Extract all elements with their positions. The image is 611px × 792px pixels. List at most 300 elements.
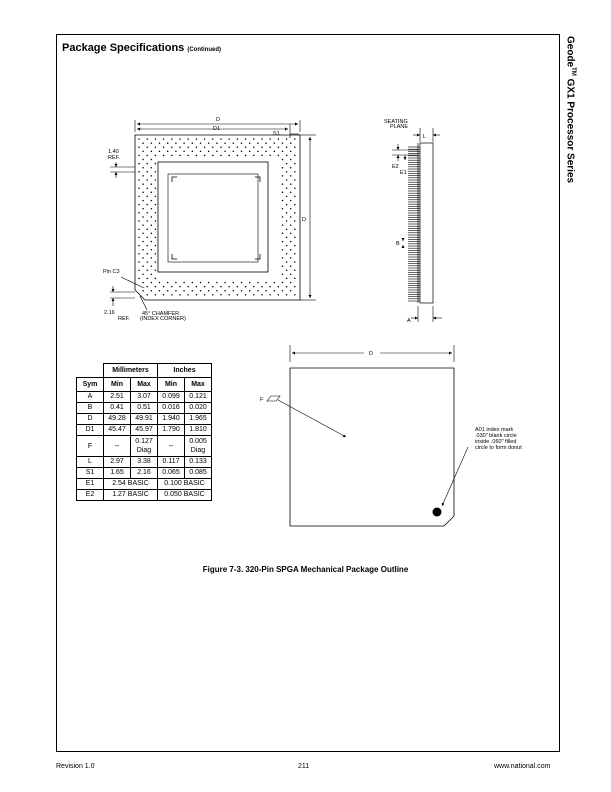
pin-dot bbox=[138, 204, 140, 206]
top-view bbox=[135, 135, 300, 300]
pin-dot bbox=[261, 155, 263, 157]
pin-dot bbox=[290, 159, 292, 161]
table-header-row-2 bbox=[77, 378, 212, 392]
pin-dot bbox=[196, 155, 198, 157]
pin-dot bbox=[142, 282, 144, 284]
label-top-d1: D1 bbox=[213, 126, 221, 132]
pin-dot bbox=[290, 151, 292, 153]
pin-dot bbox=[224, 290, 226, 292]
pin-dot bbox=[192, 142, 194, 144]
pin-dot bbox=[290, 192, 292, 194]
pin-dot bbox=[196, 138, 198, 140]
pin-dot bbox=[175, 282, 177, 284]
label-top-s1: S1 bbox=[273, 131, 280, 137]
pin-dot bbox=[142, 200, 144, 202]
pin-dot bbox=[294, 163, 296, 165]
pin-dot bbox=[274, 290, 276, 292]
pin-dot bbox=[294, 278, 296, 280]
pin-dot bbox=[269, 286, 271, 288]
pin-dot bbox=[294, 171, 296, 173]
pin-dot bbox=[146, 294, 148, 296]
label-ref-bottom-2: REF. bbox=[118, 316, 130, 322]
pin-dot bbox=[171, 294, 173, 296]
pin-dot bbox=[241, 282, 243, 284]
footer-page-number: 211 bbox=[298, 763, 310, 770]
label-ref-bottom-1: 2.16 bbox=[104, 310, 115, 316]
pin-dot bbox=[138, 171, 140, 173]
pin-dot bbox=[146, 146, 148, 148]
pin-dot bbox=[138, 261, 140, 263]
header-mm-max: Max bbox=[131, 378, 158, 392]
pin-dot bbox=[138, 196, 140, 198]
pin-dot bbox=[155, 261, 157, 263]
pin-dot bbox=[146, 278, 148, 280]
pin-dot bbox=[200, 290, 202, 292]
pin-dot bbox=[151, 208, 153, 210]
pin-dot bbox=[233, 151, 235, 153]
pin-dot bbox=[290, 265, 292, 267]
pin-dot bbox=[155, 286, 157, 288]
note-line-4: circle to form donut bbox=[475, 445, 522, 451]
pin-dot bbox=[261, 294, 263, 296]
pin-dot bbox=[253, 138, 255, 140]
pin-dot bbox=[208, 290, 210, 292]
pin-dot bbox=[146, 179, 148, 181]
pin-dot bbox=[269, 146, 271, 148]
pin-dot bbox=[220, 294, 222, 296]
pin-dot bbox=[228, 294, 230, 296]
pin-dot bbox=[179, 294, 181, 296]
label-seating-2: PLANE bbox=[390, 124, 409, 130]
pin-dot bbox=[274, 282, 276, 284]
pin-dot bbox=[290, 208, 292, 210]
label-e1: E1 bbox=[400, 170, 407, 176]
pin-dot bbox=[237, 146, 239, 148]
label-side-d: D bbox=[302, 217, 306, 223]
note-line-2: .030" blank circle bbox=[475, 433, 517, 439]
label-chamfer-2: (INDEX CORNER) bbox=[140, 316, 186, 322]
pin-dot bbox=[265, 290, 267, 292]
pin-dot bbox=[294, 253, 296, 255]
header-in-max: Max bbox=[185, 378, 212, 392]
pin-dot bbox=[286, 146, 288, 148]
pin-dot bbox=[142, 241, 144, 243]
pin-dot bbox=[290, 142, 292, 144]
pin-dot bbox=[175, 151, 177, 153]
note-line-3: inside .060" filled bbox=[475, 439, 517, 445]
pin-dot bbox=[278, 294, 280, 296]
pin-dot bbox=[257, 282, 259, 284]
pin-dot bbox=[200, 151, 202, 153]
pin-dot bbox=[151, 175, 153, 177]
pin-dot bbox=[286, 286, 288, 288]
table-row: E2 1.27 BASIC 0.050 BASIC bbox=[77, 490, 212, 501]
header-sym: Sym bbox=[77, 378, 104, 392]
pin-dot bbox=[286, 245, 288, 247]
pin-dot bbox=[286, 196, 288, 198]
pin-dot bbox=[151, 200, 153, 202]
pin-dot bbox=[282, 265, 284, 267]
pin-dot bbox=[282, 224, 284, 226]
pin-dot bbox=[163, 294, 165, 296]
pin-dot bbox=[142, 265, 144, 267]
pin-dot bbox=[290, 290, 292, 292]
pin-dot bbox=[138, 138, 140, 140]
pin-dot bbox=[200, 142, 202, 144]
pin-dot bbox=[151, 233, 153, 235]
pin-dot bbox=[163, 286, 165, 288]
pin-dot bbox=[290, 183, 292, 185]
pin-dot bbox=[138, 146, 140, 148]
pin-dot bbox=[146, 269, 148, 271]
pin-dot bbox=[294, 138, 296, 140]
pin-dot bbox=[192, 290, 194, 292]
pin-dot bbox=[163, 146, 165, 148]
pin-dot bbox=[286, 261, 288, 263]
pin-dot bbox=[179, 146, 181, 148]
pin-dot bbox=[151, 249, 153, 251]
pin-dot bbox=[286, 269, 288, 271]
pin-dot bbox=[261, 146, 263, 148]
pin-dot bbox=[138, 220, 140, 222]
pin-dot bbox=[146, 163, 148, 165]
pin-dot bbox=[269, 138, 271, 140]
pin-dot bbox=[146, 155, 148, 157]
label-ref-top-1: 1.40 bbox=[108, 149, 119, 155]
pin-dot bbox=[138, 163, 140, 165]
pin-dot bbox=[208, 282, 210, 284]
pin-dot bbox=[146, 187, 148, 189]
pin-dot bbox=[286, 155, 288, 157]
pin-dot bbox=[290, 241, 292, 243]
pin-dot bbox=[253, 294, 255, 296]
note-line-1: A01 index mark bbox=[475, 427, 514, 433]
pin-dot bbox=[179, 138, 181, 140]
pin-dot bbox=[294, 146, 296, 148]
table-row: E1 2.54 BASIC 0.100 BASIC bbox=[77, 479, 212, 490]
pin-dot bbox=[294, 237, 296, 239]
pin-dot bbox=[245, 138, 247, 140]
label-chamfer-1: 45° CHAMFER bbox=[142, 311, 180, 317]
pin-dot bbox=[196, 294, 198, 296]
pin-dot bbox=[204, 146, 206, 148]
pin-dot bbox=[294, 286, 296, 288]
pin-dot bbox=[155, 253, 157, 255]
pin-dot bbox=[220, 146, 222, 148]
table-row: L 2.97 3.38 0.117 0.133 bbox=[77, 457, 212, 468]
pin-dot bbox=[224, 151, 226, 153]
pin-dot bbox=[167, 282, 169, 284]
pin-dot bbox=[138, 253, 140, 255]
pin-dot bbox=[146, 245, 148, 247]
pin-dot bbox=[278, 286, 280, 288]
pin-dot bbox=[142, 224, 144, 226]
pin-dot bbox=[265, 142, 267, 144]
figure-caption: Figure 7-3. 320-Pin SPGA Mechanical Package Outline bbox=[202, 565, 409, 574]
pin-dot bbox=[138, 237, 140, 239]
pin-dot bbox=[257, 151, 259, 153]
pin-dot bbox=[228, 155, 230, 157]
pin-dot bbox=[294, 228, 296, 230]
pin-dot bbox=[146, 286, 148, 288]
pin-dot bbox=[159, 290, 161, 292]
pin-dot bbox=[212, 138, 214, 140]
pin-dot bbox=[224, 142, 226, 144]
pin-dot bbox=[163, 155, 165, 157]
table-row: A 2.51 3.07 0.099 0.121 bbox=[77, 392, 212, 403]
pin-dot bbox=[159, 142, 161, 144]
pin-dot bbox=[253, 286, 255, 288]
pin-dot bbox=[146, 196, 148, 198]
pin-dot bbox=[192, 151, 194, 153]
pin-dot bbox=[286, 220, 288, 222]
pin-dot bbox=[233, 290, 235, 292]
pin-dot bbox=[269, 294, 271, 296]
pin-dot bbox=[171, 155, 173, 157]
pin-dot bbox=[142, 274, 144, 276]
pin-dot bbox=[155, 163, 157, 165]
pin-dot bbox=[142, 175, 144, 177]
pin-dot bbox=[228, 286, 230, 288]
pin-dot bbox=[183, 151, 185, 153]
pin-dot bbox=[282, 290, 284, 292]
pin-dot bbox=[138, 278, 140, 280]
pin-dot bbox=[151, 241, 153, 243]
pin-dot bbox=[183, 142, 185, 144]
header-millimeters: Millimeters bbox=[104, 364, 158, 378]
label-l: L bbox=[423, 134, 427, 140]
pin-dot bbox=[204, 138, 206, 140]
pin-dot bbox=[196, 146, 198, 148]
pin-dot bbox=[286, 278, 288, 280]
pin-dot bbox=[294, 155, 296, 157]
pin-dot bbox=[233, 142, 235, 144]
pin-dot bbox=[257, 290, 259, 292]
pin-dot bbox=[212, 286, 214, 288]
pin-dot bbox=[282, 151, 284, 153]
pin-dot bbox=[167, 142, 169, 144]
pin-dot bbox=[282, 192, 284, 194]
pin-dot bbox=[245, 294, 247, 296]
table-row: B 0.41 0.51 0.016 0.020 bbox=[77, 403, 212, 414]
pin-dot bbox=[171, 286, 173, 288]
pin-dot bbox=[265, 282, 267, 284]
pin-dot bbox=[290, 224, 292, 226]
pin-dot bbox=[253, 155, 255, 157]
pin-dot bbox=[196, 286, 198, 288]
pin-dot bbox=[286, 171, 288, 173]
pin-dot bbox=[286, 294, 288, 296]
pin-dot bbox=[245, 286, 247, 288]
pin-dot bbox=[220, 286, 222, 288]
pin-dot bbox=[261, 138, 263, 140]
pin-dot bbox=[274, 142, 276, 144]
table-header-row-1 bbox=[77, 364, 212, 378]
pin-dot bbox=[155, 269, 157, 271]
pin-dot bbox=[138, 212, 140, 214]
pin-dot bbox=[216, 142, 218, 144]
pin-dot bbox=[155, 146, 157, 148]
pin-dot bbox=[142, 151, 144, 153]
pin-dot bbox=[237, 294, 239, 296]
footer-revision: Revision 1.0 bbox=[56, 763, 95, 770]
pin-dot bbox=[294, 269, 296, 271]
pin-dot bbox=[151, 151, 153, 153]
pin-dot bbox=[278, 138, 280, 140]
pin-dot bbox=[187, 138, 189, 140]
pin-dot bbox=[151, 167, 153, 169]
pin-dot bbox=[278, 146, 280, 148]
pin-dot bbox=[175, 290, 177, 292]
label-pin-c3: Pin C3 bbox=[103, 269, 120, 275]
pin-dot bbox=[151, 183, 153, 185]
pin-dot bbox=[294, 187, 296, 189]
pin-dot bbox=[187, 155, 189, 157]
pin-dot bbox=[233, 282, 235, 284]
pin-dot bbox=[146, 220, 148, 222]
label-f: F bbox=[260, 397, 264, 403]
top-view-dimensions bbox=[110, 120, 316, 310]
pin-dot bbox=[228, 146, 230, 148]
pin-dot bbox=[290, 175, 292, 177]
pin-dot bbox=[286, 204, 288, 206]
pin-dot bbox=[155, 138, 157, 140]
pin-dot bbox=[290, 249, 292, 251]
pin-dot bbox=[237, 286, 239, 288]
table-row: D1 45.47 45.97 1.790 1.810 bbox=[77, 425, 212, 436]
pin-dot bbox=[282, 208, 284, 210]
pin-dot bbox=[183, 290, 185, 292]
pin-dot bbox=[146, 228, 148, 230]
pin-dot bbox=[237, 155, 239, 157]
index-mark-dot bbox=[433, 508, 442, 517]
pin-dot bbox=[155, 171, 157, 173]
pin-dot bbox=[290, 257, 292, 259]
pin-dot bbox=[282, 183, 284, 185]
pin-dot bbox=[241, 142, 243, 144]
label-seating-1: SEATING bbox=[384, 119, 408, 125]
pin-dot bbox=[282, 159, 284, 161]
pin-dot bbox=[155, 220, 157, 222]
pin-dot bbox=[167, 151, 169, 153]
pin-dot bbox=[257, 142, 259, 144]
pin-dot bbox=[192, 282, 194, 284]
side-view-dimensions bbox=[392, 128, 442, 322]
pin-dot bbox=[155, 196, 157, 198]
pin-dot bbox=[290, 274, 292, 276]
pin-dot bbox=[175, 142, 177, 144]
pin-dot bbox=[204, 286, 206, 288]
pin-dot bbox=[265, 151, 267, 153]
label-a: A bbox=[407, 318, 411, 324]
pin-dot bbox=[146, 237, 148, 239]
pin-dot bbox=[282, 175, 284, 177]
pin-dot bbox=[286, 179, 288, 181]
pin-dot bbox=[142, 142, 144, 144]
pin-dot bbox=[282, 167, 284, 169]
table-row: F -- 0.127 Diag -- 0.005 Diag bbox=[77, 436, 212, 457]
pin-dot bbox=[146, 253, 148, 255]
pin-dot bbox=[286, 138, 288, 140]
pin-dot bbox=[212, 146, 214, 148]
pin-dot bbox=[294, 196, 296, 198]
pin-dot bbox=[282, 257, 284, 259]
pin-dot bbox=[294, 204, 296, 206]
pin-dot bbox=[290, 200, 292, 202]
pin-dot bbox=[208, 151, 210, 153]
pin-dot bbox=[138, 228, 140, 230]
pin-dot bbox=[138, 179, 140, 181]
pin-dot bbox=[155, 278, 157, 280]
pin-dot bbox=[224, 282, 226, 284]
label-b: B bbox=[396, 241, 400, 247]
header-in-min: Min bbox=[158, 378, 185, 392]
pin-dot bbox=[278, 155, 280, 157]
pin-dot bbox=[290, 167, 292, 169]
pin-dot bbox=[286, 163, 288, 165]
pin-dot bbox=[241, 290, 243, 292]
pin-dot bbox=[294, 245, 296, 247]
pin-dot bbox=[167, 290, 169, 292]
pin-dot bbox=[187, 146, 189, 148]
pin-dot bbox=[216, 282, 218, 284]
pin-dot bbox=[286, 212, 288, 214]
pin-dot bbox=[294, 212, 296, 214]
pin-dot bbox=[216, 151, 218, 153]
pin-dot bbox=[204, 294, 206, 296]
pin-dot bbox=[146, 171, 148, 173]
pin-dot bbox=[237, 138, 239, 140]
pin-dot bbox=[290, 282, 292, 284]
pin-dot bbox=[286, 228, 288, 230]
pin-dot bbox=[155, 294, 157, 296]
pin-dot bbox=[253, 146, 255, 148]
pin-dot bbox=[220, 155, 222, 157]
pin-dot bbox=[155, 155, 157, 157]
pin-dot bbox=[138, 245, 140, 247]
pin-dot bbox=[282, 142, 284, 144]
pin-dot bbox=[142, 257, 144, 259]
pin-dot bbox=[212, 155, 214, 157]
pin-dot bbox=[138, 187, 140, 189]
pin-dot bbox=[151, 257, 153, 259]
pin-dot bbox=[155, 228, 157, 230]
pin-dot bbox=[249, 282, 251, 284]
pin-dot bbox=[282, 282, 284, 284]
section-title-suffix: (Continued) bbox=[187, 47, 221, 53]
pin-dot bbox=[155, 237, 157, 239]
label-ref-top-2: REF. bbox=[108, 155, 120, 161]
header-mm-min: Min bbox=[104, 378, 131, 392]
pin-dot bbox=[261, 286, 263, 288]
pin-dot bbox=[282, 274, 284, 276]
pin-dot bbox=[151, 192, 153, 194]
pin-dot bbox=[249, 142, 251, 144]
side-view bbox=[418, 143, 433, 303]
pin-dot bbox=[151, 142, 153, 144]
pin-dot bbox=[142, 290, 144, 292]
pin-dot bbox=[204, 155, 206, 157]
pin-dot bbox=[294, 179, 296, 181]
pin-dot bbox=[155, 245, 157, 247]
table-row: S1 1.65 2.16 0.065 0.085 bbox=[77, 468, 212, 479]
dimension-table bbox=[76, 363, 212, 501]
pin-dot bbox=[294, 220, 296, 222]
pin-dot bbox=[282, 233, 284, 235]
bottom-view bbox=[267, 345, 468, 526]
pin-dot bbox=[228, 138, 230, 140]
pin-dot bbox=[146, 138, 148, 140]
